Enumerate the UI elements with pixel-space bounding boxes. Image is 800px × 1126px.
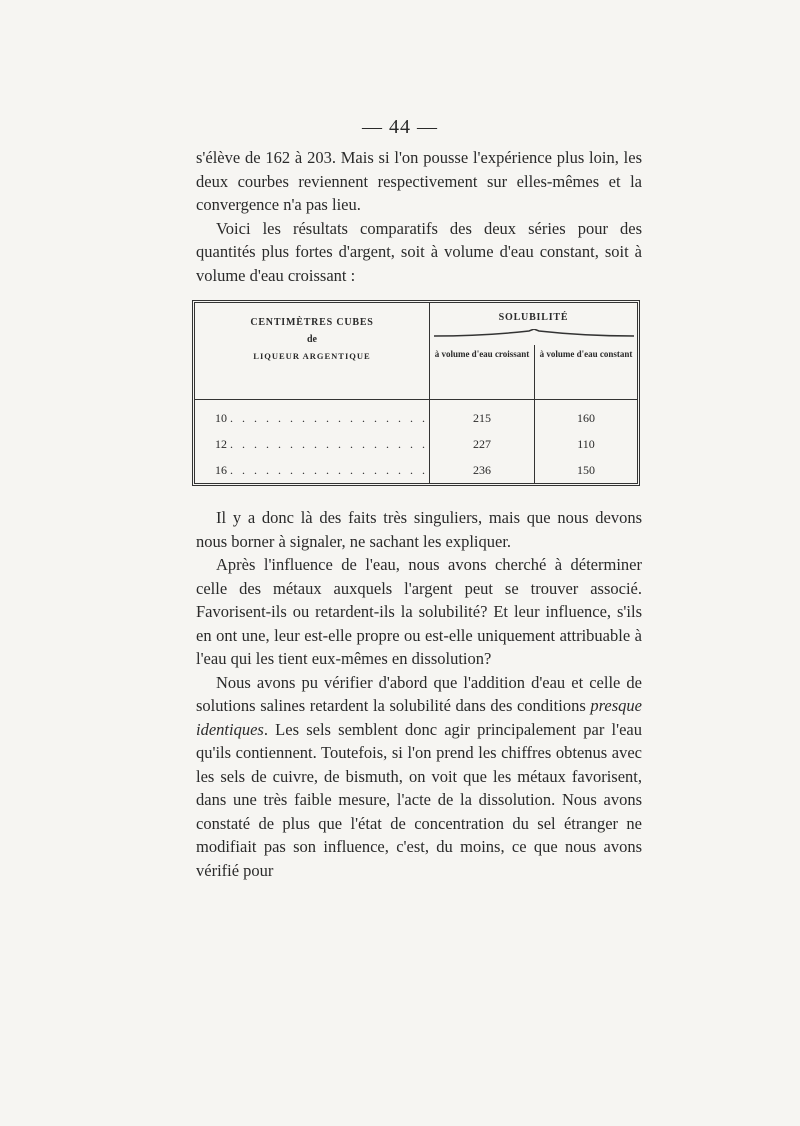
value-constant: 160 <box>576 410 595 425</box>
row-label: 12 . . . . . . . . . . . . . . . . . <box>195 431 430 457</box>
paragraph-5: Nous avons pu vérifier d'abord que l'addition d'eau et celle de solutions salines retardent la solubilité dans des conditions presque identiques. Les sels semblent donc agir principalement par l'eau qu'ils contiennent. Toutefois, si l'on prend les chiffres obtenus avec les sels de cuivre, de bismuth, on voit que les métaux favorisent, dans une très faible mesure, l'acte de la dissolution. Nous avons constaté de plus que l'état de concentration du sel étranger ne modifiait pas son influence, c'est, du moins, ce que nous avons vérifié pour <box>196 672 642 880</box>
paragraph-4: Après l'influence de l'eau, nous avons cherché à déterminer celle des métaux auxquels l'argent peut se trouver associé. Favorisent-ils ou retardent-ils la solubilité? Et leur influence, s'ils en ont une, leur est-elle propre ou est-elle uniquement attribuable à l'eau qui les tient eux-mêmes en dissolution? <box>196 555 642 668</box>
table-row <box>195 431 637 457</box>
col-header-volume <box>195 303 430 400</box>
solubility-table <box>192 300 640 486</box>
value-croissant: 215 <box>430 400 535 432</box>
col-header-line2: de <box>307 334 317 345</box>
value-constant: 150 <box>576 462 595 477</box>
body-text <box>196 506 642 882</box>
intro-text <box>196 146 642 287</box>
group-header-solubility <box>430 303 638 345</box>
dot-leader: . . . . . . . . . . . . . . . . . <box>230 410 428 425</box>
sub-header-croissant: à volume d'eau croissant <box>430 345 535 400</box>
row-label: 10 . . . . . . . . . . . . . . . . . <box>195 400 430 432</box>
value-constant: 110 <box>577 436 595 451</box>
value-croissant: 227 <box>430 431 535 457</box>
value-croissant: 236 <box>430 457 535 483</box>
page-number: — 44 — <box>362 116 438 138</box>
row-label: 16 . . . . . . . . . . . . . . . . . <box>195 457 430 483</box>
dot-leader: . . . . . . . . . . . . . . . . . <box>230 462 428 477</box>
sub-header-constant: à volume d'eau constant <box>534 345 637 400</box>
paragraph-1: s'élève de 162 à 203. Mais si l'on pousse l'expérience plus loin, les deux courbes reviennent respectivement sur elles-mêmes et la convergence n'a pas lieu. <box>196 148 642 214</box>
table-row <box>195 400 637 432</box>
paragraph-3: Il y a donc là des faits très singuliers, mais que nous devons nous borner à signaler, ne sachant les expliquer. <box>196 508 642 551</box>
col-header-line3: LIQUEUR ARGENTIQUE <box>253 351 371 361</box>
group-header-label: SOLUBILITÉ <box>498 311 569 323</box>
table-row <box>195 457 637 483</box>
col-header-line1: CENTIMÈTRES CUBES <box>250 317 374 328</box>
italic-phrase: presque identiques <box>196 696 642 739</box>
dot-leader: . . . . . . . . . . . . . . . . . <box>230 436 428 451</box>
paragraph-2: Voici les résultats comparatifs des deux séries pour des quantités plus fortes d'argent, soit à volume d'eau constant, soit à volume d'eau croissant : <box>196 218 642 285</box>
brace-icon <box>434 329 634 337</box>
